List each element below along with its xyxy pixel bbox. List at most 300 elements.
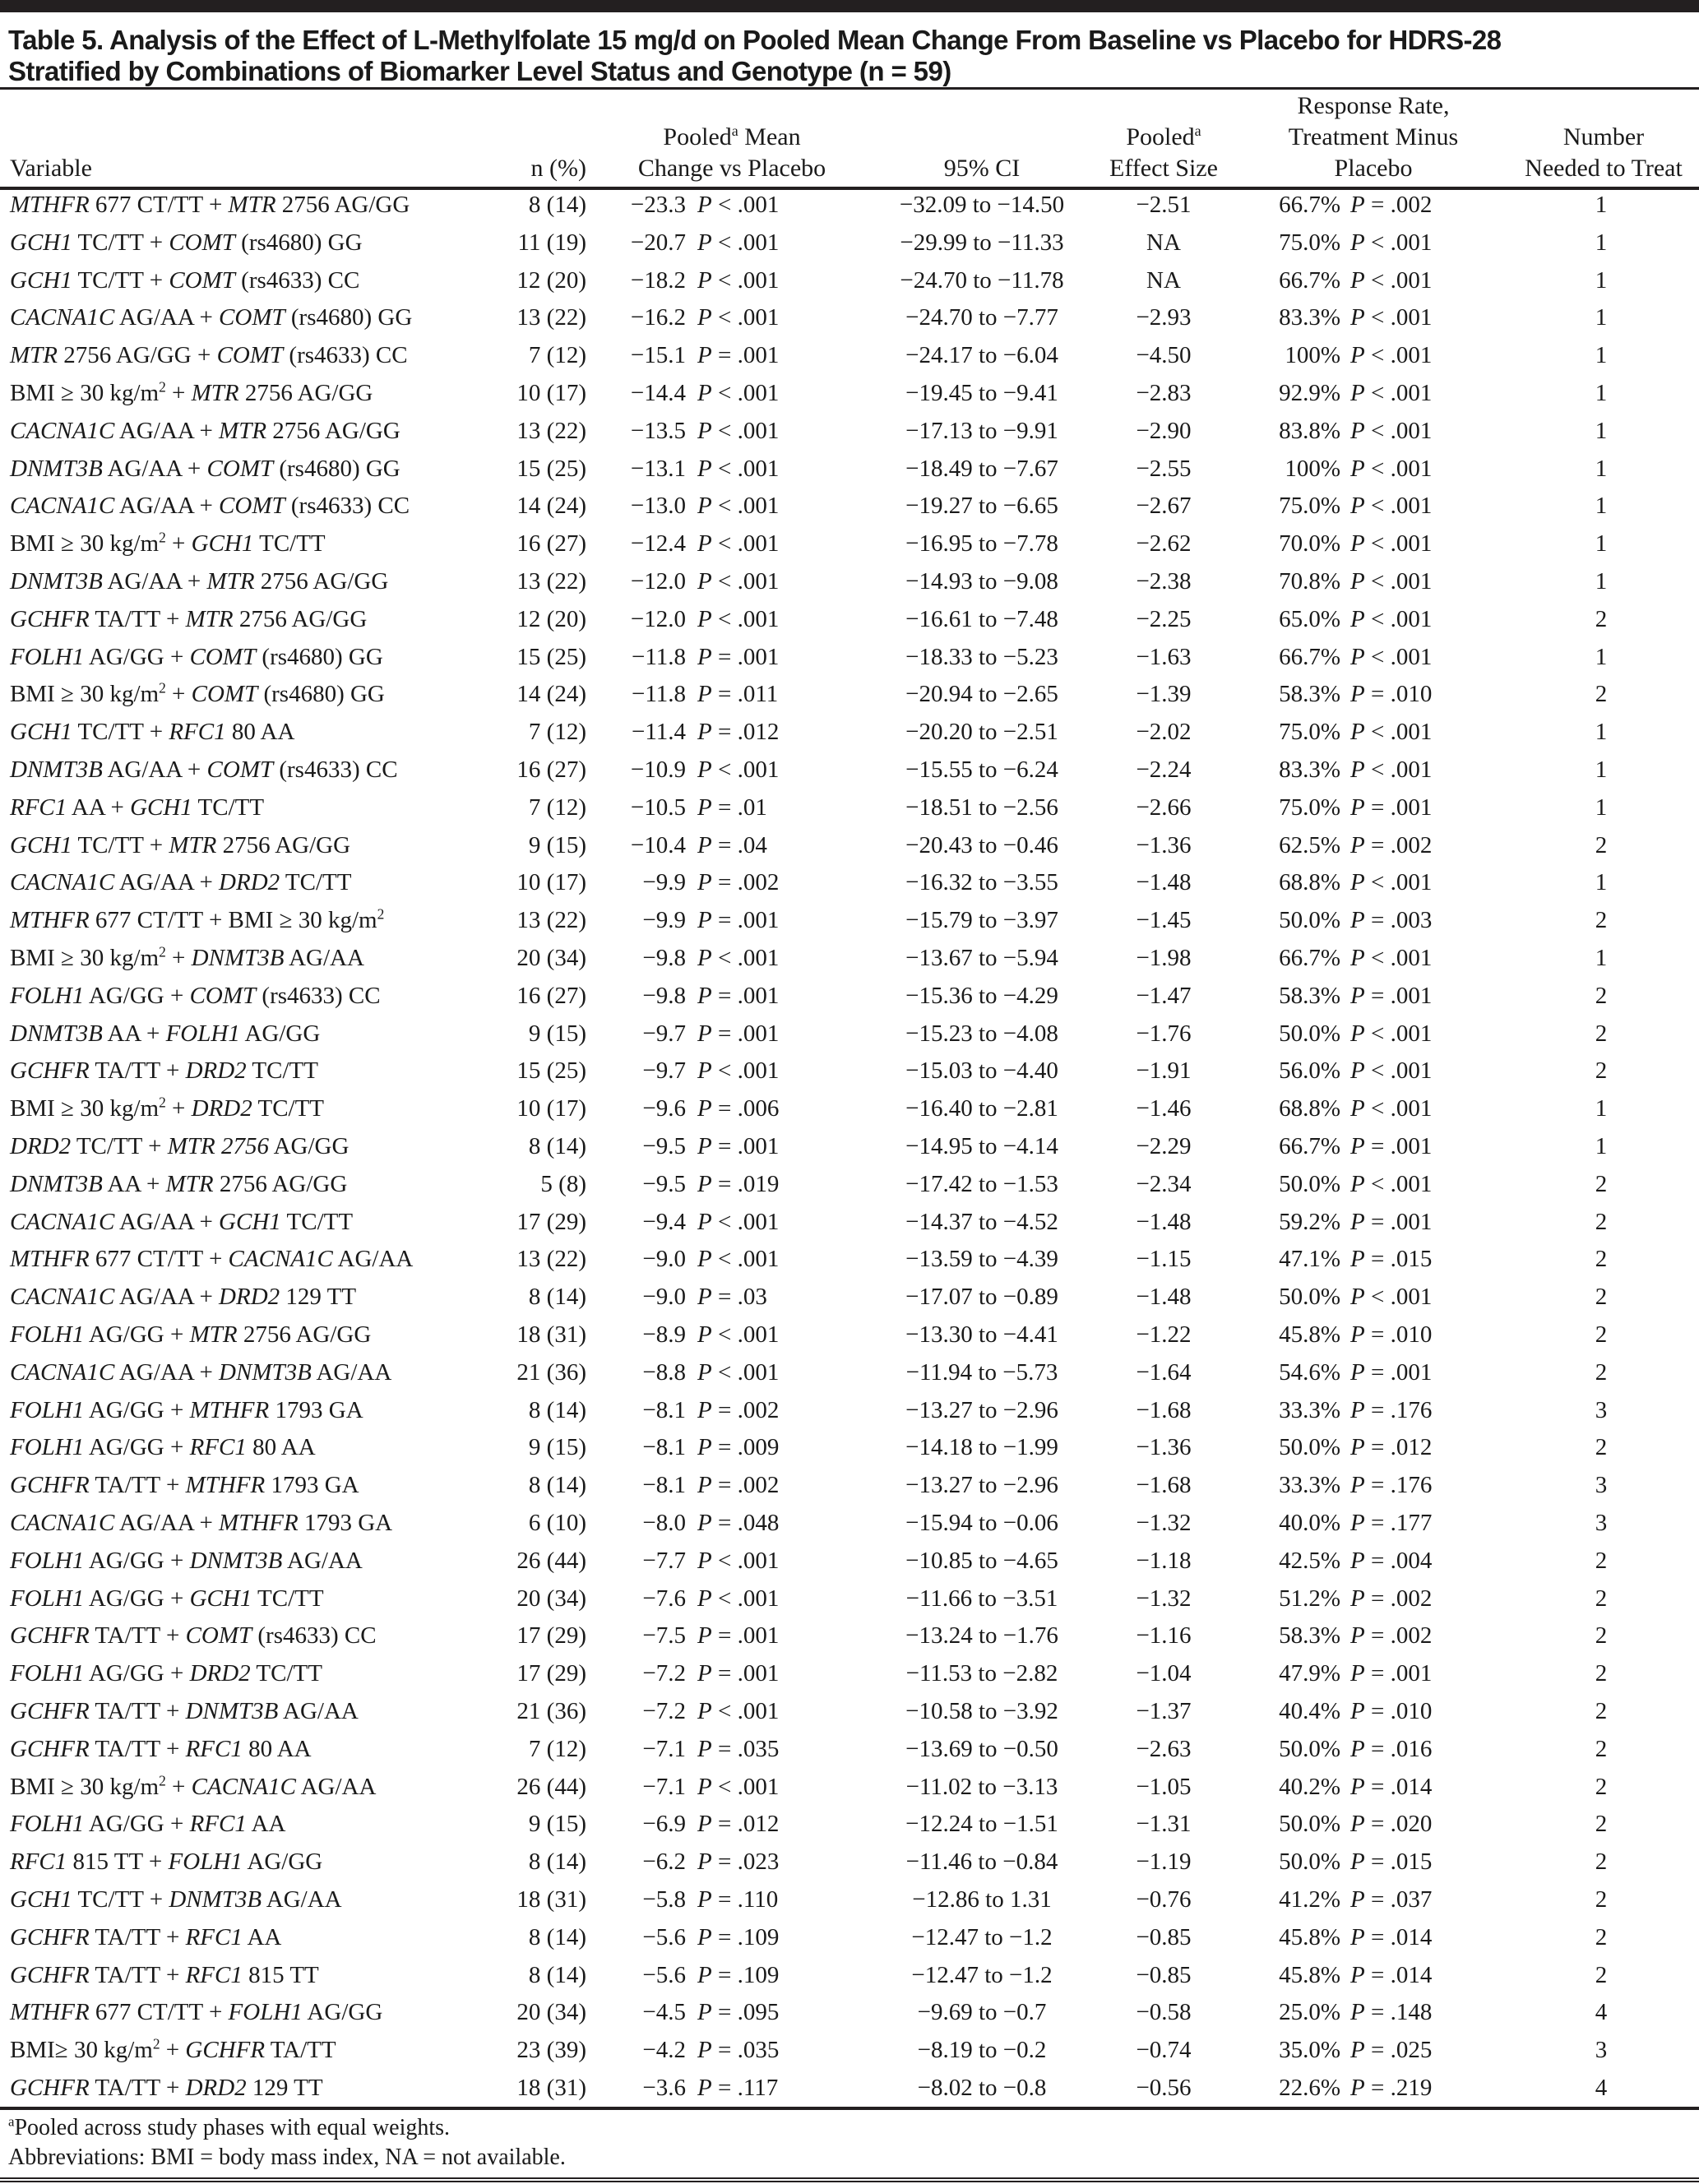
effect-size-cell: −0.58 [1136,1999,1192,2026]
variable-cell: GCH1 TC/TT + DNMT3B AG/AA [10,1886,342,1913]
variable-cell: GCHFR TA/TT + DRD2 129 TT [10,2075,323,2101]
ci-cell: −14.18 to −1.99 [905,1434,1058,1461]
n-cell: 17 (29) [516,1622,586,1650]
response-rate-cell: 83.3% [1279,304,1340,331]
table-row [0,1956,1699,1994]
mean-p-value-cell: P = .117 [697,2075,779,2101]
ci-cell: −13.27 to −2.96 [905,1472,1058,1499]
n-cell: 9 (15) [528,1020,586,1047]
table-row [0,374,1699,412]
table-row [0,789,1699,826]
table-row [0,1278,1699,1316]
nnt-cell: 2 [1595,1020,1608,1047]
table-row [0,1542,1699,1580]
mean-p-value-cell: P = .001 [697,1133,780,1159]
ci-cell: −15.94 to −0.06 [905,1510,1058,1536]
ci-cell: −11.66 to −3.51 [905,1585,1058,1612]
mean-p-value-cell: P = .002 [697,1396,780,1423]
effect-size-cell: −2.67 [1136,493,1192,520]
mean-change-cell: −9.8 [642,982,686,1009]
ci-cell: −18.49 to −7.67 [905,455,1058,482]
variable-cell: CACNA1C AG/AA + COMT (rs4680) GG [10,304,413,331]
effect-size-cell: −2.62 [1136,530,1192,558]
table-row [0,1692,1699,1730]
nnt-cell: 1 [1595,869,1608,896]
effect-size-cell: −1.16 [1136,1622,1192,1650]
n-cell: 8 (14) [528,1961,586,1988]
response-p-value-cell: P = .004 [1350,1547,1433,1574]
n-cell: 20 (34) [516,1999,586,2026]
variable-cell: DNMT3B AG/AA + MTR 2756 AG/GG [10,568,389,595]
nnt-cell: 2 [1595,1321,1608,1348]
effect-size-cell: −1.68 [1136,1472,1192,1499]
response-rate-cell: 41.2% [1279,1886,1340,1913]
response-p-value-cell: P = .020 [1350,1811,1433,1838]
effect-size-cell: −1.76 [1136,1020,1192,1047]
footnote-marker: a [8,2113,15,2130]
mean-change-cell: −9.7 [642,1020,686,1047]
mean-p-value-cell: P = .001 [697,342,780,369]
mean-change-cell: −9.5 [642,1170,686,1197]
variable-cell: GCHFR TA/TT + MTR 2756 AG/GG [10,605,368,632]
ci-cell: −12.47 to −1.2 [911,1961,1053,1988]
effect-size-cell: −1.36 [1136,1434,1192,1461]
response-p-value-cell: P < .001 [1350,1095,1433,1122]
effect-size-cell: −2.02 [1136,719,1192,746]
header-es-l1: Pooled [1126,123,1195,150]
header-mean-l1b: Mean [738,123,801,150]
nnt-cell: 1 [1595,229,1608,256]
effect-size-cell: −2.25 [1136,605,1192,632]
mean-change-cell: −6.2 [642,1849,686,1876]
mean-p-value-cell: P = .002 [697,1472,780,1499]
ci-cell: −14.37 to −4.52 [905,1208,1058,1235]
ci-cell: −20.43 to −0.46 [905,831,1058,858]
variable-cell: MTHFR 677 CT/TT + FOLH1 AG/GG [10,1999,383,2026]
nnt-cell: 1 [1595,304,1608,331]
header-nnt [1521,122,1686,184]
mean-change-cell: −4.5 [642,1999,686,2026]
ci-cell: −24.17 to −6.04 [905,342,1058,369]
response-rate-cell: 35.0% [1279,2037,1340,2064]
mean-p-value-cell: P = .109 [697,1961,780,1988]
table-row [0,1240,1699,1278]
n-cell: 8 (14) [528,1396,586,1423]
mean-p-value-cell: P = .109 [697,1923,780,1950]
nnt-cell: 1 [1595,455,1608,482]
mean-p-value-cell: P = .001 [697,1622,780,1650]
response-p-value-cell: P < .001 [1350,493,1433,520]
response-rate-cell: 50.0% [1279,907,1340,934]
mean-p-value-cell: P < .001 [697,1057,780,1085]
header-rr-l1: Response Rate, [1297,92,1450,119]
response-p-value-cell: P < .001 [1350,417,1433,444]
response-p-value-cell: P < .001 [1350,304,1433,331]
effect-size-cell: NA [1146,266,1181,294]
n-cell: 10 (17) [516,869,586,896]
effect-size-cell: −2.90 [1136,417,1192,444]
nnt-cell: 3 [1595,1472,1608,1499]
mean-change-cell: −7.6 [642,1585,686,1612]
variable-cell: GCH1 TC/TT + COMT (rs4633) CC [10,266,360,294]
response-rate-cell: 25.0% [1279,1999,1340,2026]
nnt-cell: 1 [1595,1095,1608,1122]
ci-cell: −18.33 to −5.23 [905,643,1058,670]
mean-change-cell: −8.9 [642,1321,686,1348]
response-rate-cell: 45.8% [1279,1321,1340,1348]
ci-cell: −17.13 to −9.91 [905,417,1058,444]
title-rule [0,87,1699,90]
response-rate-cell: 68.8% [1279,1095,1340,1122]
mean-change-cell: −12.0 [630,605,686,632]
n-cell: 21 (36) [516,1698,586,1724]
nnt-cell: 2 [1595,1208,1608,1235]
mean-change-cell: −23.3 [630,192,686,218]
nnt-cell: 1 [1595,530,1608,558]
n-cell: 14 (24) [516,681,586,708]
response-rate-cell: 45.8% [1279,1923,1340,1950]
effect-size-cell: −1.31 [1136,1811,1192,1838]
variable-cell: CACNA1C AG/AA + DRD2 129 TT [10,1284,357,1311]
table-row [0,562,1699,600]
response-rate-cell: 59.2% [1279,1208,1340,1235]
nnt-cell: 2 [1595,1057,1608,1085]
ci-cell: −12.86 to 1.31 [912,1886,1052,1913]
ci-cell: −10.58 to −3.92 [905,1698,1058,1724]
n-cell: 23 (39) [516,2037,586,2064]
mean-change-cell: −12.0 [630,568,686,595]
effect-size-cell: −2.24 [1136,757,1192,783]
header-es-l2: Effect Size [1109,155,1218,182]
response-p-value-cell: P = .001 [1350,794,1433,821]
response-p-value-cell: P < .001 [1350,643,1433,670]
response-rate-cell: 58.3% [1279,982,1340,1009]
response-rate-cell: 58.3% [1279,1622,1340,1650]
variable-cell: GCHFR TA/TT + MTHFR 1793 GA [10,1472,359,1499]
mean-p-value-cell: P < .001 [697,530,780,558]
response-rate-cell: 33.3% [1279,1472,1340,1499]
variable-cell: CACNA1C AG/AA + COMT (rs4633) CC [10,493,410,520]
mean-change-cell: −8.1 [642,1472,686,1499]
response-p-value-cell: P = .001 [1350,982,1433,1009]
nnt-cell: 2 [1595,681,1608,708]
mean-p-value-cell: P < .001 [697,1698,780,1724]
table-row [0,2031,1699,2069]
table-row [0,1504,1699,1542]
ci-cell: −12.47 to −1.2 [911,1923,1053,1950]
effect-size-cell: −0.76 [1136,1886,1192,1913]
response-rate-cell: 50.0% [1279,1020,1340,1047]
mean-change-cell: −8.1 [642,1396,686,1423]
response-p-value-cell: P = .015 [1350,1849,1433,1876]
n-cell: 16 (27) [516,982,586,1009]
response-rate-cell: 50.0% [1279,1284,1340,1311]
effect-size-cell: −2.93 [1136,304,1192,331]
mean-p-value-cell: P = .001 [697,1660,780,1687]
table-row [0,1127,1699,1165]
ci-cell: −20.94 to −2.65 [905,681,1058,708]
mean-change-cell: −9.9 [642,907,686,934]
ci-cell: −9.69 to −0.7 [917,1999,1047,2026]
table-row [0,261,1699,299]
nnt-cell: 1 [1595,757,1608,783]
response-p-value-cell: P = .002 [1350,1622,1433,1650]
variable-cell: CACNA1C AG/AA + DNMT3B AG/AA [10,1358,392,1386]
nnt-cell: 4 [1595,2075,1608,2101]
mean-change-cell: −7.2 [642,1660,686,1687]
effect-size-cell: −2.29 [1136,1133,1192,1159]
table-row [0,1617,1699,1654]
mean-p-value-cell: P < .001 [697,229,780,256]
ci-cell: −16.40 to −2.81 [905,1095,1058,1122]
mean-p-value-cell: P = .006 [697,1095,780,1122]
response-p-value-cell: P = .001 [1350,1133,1433,1159]
nnt-cell: 2 [1595,1622,1608,1650]
response-p-value-cell: P = .037 [1350,1886,1433,1913]
mean-p-value-cell: P = .001 [697,907,780,934]
nnt-cell: 2 [1595,982,1608,1009]
nnt-cell: 2 [1595,1961,1608,1988]
variable-cell: GCHFR TA/TT + RFC1 80 AA [10,1735,312,1762]
nnt-cell: 2 [1595,907,1608,934]
table-row [0,1580,1699,1617]
n-cell: 14 (24) [516,493,586,520]
response-rate-cell: 70.8% [1279,568,1340,595]
effect-size-cell: −1.68 [1136,1396,1192,1423]
variable-cell: BMI ≥ 30 $kg/m^2 + DRD2$ TC/TT [10,1094,325,1122]
variable-cell: BMI ≥ 30 $kg/m^2$ + MTR 2756 AG/GG [10,378,373,406]
effect-size-cell: −2.66 [1136,794,1192,821]
ci-cell: −13.30 to −4.41 [905,1321,1058,1348]
effect-size-cell: −1.32 [1136,1585,1192,1612]
mean-change-cell: −7.1 [642,1773,686,1800]
ci-cell: −19.45 to −9.41 [905,380,1058,406]
mean-change-cell: −7.7 [642,1547,686,1574]
table-row [0,1843,1699,1881]
nnt-cell: 1 [1595,342,1608,369]
n-cell: 16 (27) [516,757,586,783]
mean-change-cell: −20.7 [630,229,686,256]
response-p-value-cell: P = .014 [1350,1961,1433,1988]
nnt-cell: 1 [1595,643,1608,670]
variable-cell: MTHFR 677 CT/TT + BMI ≥ 30 $kg/m^2$ [10,905,385,934]
effect-size-cell: −1.04 [1136,1660,1192,1687]
header-mean-l1: Pooled [663,123,732,150]
effect-size-cell: −1.98 [1136,945,1192,971]
table-row [0,863,1699,901]
mean-p-value-cell: P = .023 [697,1849,780,1876]
n-cell: 10 (17) [516,380,586,406]
variable-cell: DRD2 TC/TT + MTR 2756 AG/GG [10,1133,350,1159]
effect-size-cell: −1.18 [1136,1547,1192,1574]
nnt-cell: 2 [1595,1284,1608,1311]
n-cell: 26 (44) [516,1773,586,1800]
table-row [0,1165,1699,1203]
table-row [0,1052,1699,1090]
ci-cell: −10.85 to −4.65 [905,1547,1058,1574]
response-rate-cell: 65.0% [1279,605,1340,632]
nnt-cell: 2 [1595,1170,1608,1197]
table-row [0,901,1699,939]
response-rate-cell: 83.3% [1279,757,1340,783]
n-cell: 15 (25) [516,643,586,670]
header-nnt-l2: Needed to Treat [1525,155,1683,182]
ci-cell: −11.94 to −5.73 [905,1358,1058,1386]
response-p-value-cell: P = .176 [1350,1396,1433,1423]
mean-change-cell: −7.2 [642,1698,686,1724]
table-title-line1: Table 5. Analysis of the Effect of L-Methylfolate 15 mg/d on Pooled Mean Change From Baseline vs Placebo for HDRS-28 [8,25,1502,55]
ci-cell: −15.55 to −6.24 [905,757,1058,783]
effect-size-cell: −1.37 [1136,1698,1192,1724]
response-p-value-cell: P = .177 [1350,1510,1433,1536]
variable-cell: FOLH1 AG/GG + GCH1 TC/TT [10,1585,324,1612]
table-row [0,525,1699,562]
table-row [0,939,1699,977]
nnt-cell: 2 [1595,831,1608,858]
variable-cell: MTR 2756 AG/GG + COMT (rs4633) CC [10,342,408,369]
response-rate-cell: 75.0% [1279,229,1340,256]
variable-cell: FOLH1 AG/GG + RFC1 AA [10,1811,286,1838]
n-cell: 7 (12) [528,342,586,369]
response-p-value-cell: P < .001 [1350,455,1433,482]
response-p-value-cell: P < .001 [1350,266,1433,294]
ci-cell: −8.02 to −0.8 [917,2075,1047,2101]
response-p-value-cell: P = .001 [1350,1660,1433,1687]
nnt-cell: 2 [1595,1246,1608,1273]
ci-cell: −15.23 to −4.08 [905,1020,1058,1047]
mean-change-cell: −10.9 [630,757,686,783]
table-row [0,1805,1699,1843]
mean-p-value-cell: P < .001 [697,380,780,406]
effect-size-cell: −1.47 [1136,982,1192,1009]
effect-size-cell: −1.19 [1136,1849,1192,1876]
mean-change-cell: −8.1 [642,1434,686,1461]
effect-size-cell: −1.91 [1136,1057,1192,1085]
table-row [0,1993,1699,2031]
variable-cell: GCH1 TC/TT + MTR 2756 AG/GG [10,831,351,858]
mean-change-cell: −15.1 [630,342,686,369]
header-n: n (%) [530,155,586,182]
variable-cell: FOLH1 AG/GG + DRD2 TC/TT [10,1660,322,1687]
footnote-marker: a [1194,123,1201,139]
n-cell: 18 (31) [516,1321,586,1348]
variable-cell: RFC1 AA + GCH1 TC/TT [10,794,265,821]
n-cell: 12 (20) [516,605,586,632]
variable-cell: CACNA1C AG/AA + DRD2 TC/TT [10,869,352,896]
variable-cell: BMI ≥ 30 $kg/m^2$ + DNMT3B AG/AA [10,943,364,971]
variable-cell: MTHFR 677 CT/TT + CACNA1C AG/AA [10,1246,414,1273]
effect-size-cell: −1.48 [1136,1208,1192,1235]
table-row [0,1881,1699,1918]
variable-cell: GCHFR TA/TT + RFC1 AA [10,1923,282,1950]
nnt-cell: 2 [1595,1660,1608,1687]
variable-cell: MTHFR 677 CT/TT + MTR 2756 AG/GG [10,192,410,218]
response-rate-cell: 75.0% [1279,794,1340,821]
table-row [0,1353,1699,1391]
ci-cell: −16.32 to −3.55 [905,869,1058,896]
variable-cell: GCHFR TA/TT + DRD2 TC/TT [10,1057,318,1085]
response-p-value-cell: P = .025 [1350,2037,1433,2064]
response-rate-cell: 75.0% [1279,719,1340,746]
response-rate-cell: 66.7% [1279,945,1340,971]
n-cell: 6 (10) [528,1510,586,1536]
variable-cell: DNMT3B AA + FOLH1 AG/GG [10,1020,321,1047]
ci-cell: −14.95 to −4.14 [905,1133,1058,1159]
response-p-value-cell: P = .001 [1350,1358,1433,1386]
response-rate-cell: 66.7% [1279,1133,1340,1159]
nnt-cell: 3 [1595,2037,1608,2064]
mean-change-cell: −10.4 [630,831,686,858]
response-rate-cell: 70.0% [1279,530,1340,558]
response-rate-cell: 33.3% [1279,1396,1340,1423]
header-response-rate [1258,90,1488,184]
n-cell: 8 (14) [528,1923,586,1950]
ci-cell: −20.20 to −2.51 [905,719,1058,746]
variable-cell: FOLH1 AG/GG + RFC1 80 AA [10,1434,316,1461]
n-cell: 5 (8) [540,1170,586,1197]
n-cell: 16 (27) [516,530,586,558]
response-rate-cell: 92.9% [1279,380,1340,406]
mean-change-cell: −8.8 [642,1358,686,1386]
response-p-value-cell: P = .219 [1350,2075,1433,2101]
response-rate-cell: 68.8% [1279,869,1340,896]
mean-p-value-cell: P < .001 [697,1585,780,1612]
mean-p-value-cell: P = .011 [697,681,779,708]
response-p-value-cell: P = .014 [1350,1773,1433,1800]
ci-cell: −8.19 to −0.2 [917,2037,1047,2064]
nnt-cell: 1 [1595,192,1608,218]
response-p-value-cell: P < .001 [1350,530,1433,558]
mean-p-value-cell: P = .009 [697,1434,780,1461]
effect-size-cell: −4.50 [1136,342,1192,369]
n-cell: 8 (14) [528,1849,586,1876]
mean-p-value-cell: P = .095 [697,1999,780,2026]
table-row [0,224,1699,261]
table-row [0,487,1699,525]
effect-size-cell: NA [1146,229,1181,256]
table-row [0,450,1699,488]
nnt-cell: 3 [1595,1396,1608,1423]
table-row [0,2069,1699,2107]
nnt-cell: 1 [1595,266,1608,294]
mean-change-cell: −11.8 [631,643,686,670]
mean-p-value-cell: P = .001 [697,643,780,670]
response-p-value-cell: P < .001 [1350,568,1433,595]
mean-change-cell: −3.6 [642,2075,686,2101]
effect-size-cell: −1.63 [1136,643,1192,670]
nnt-cell: 2 [1595,1811,1608,1838]
end-rule-1 [0,2177,1699,2179]
response-p-value-cell: P = .010 [1350,1698,1433,1724]
variable-cell: FOLH1 AG/GG + COMT (rs4633) CC [10,982,381,1009]
response-p-value-cell: P < .001 [1350,757,1433,783]
mean-p-value-cell: P < .001 [697,1547,780,1574]
mean-change-cell: −8.0 [642,1510,686,1536]
ci-cell: −11.53 to −2.82 [905,1660,1058,1687]
table-row [0,1768,1699,1806]
table-row [0,1090,1699,1127]
mean-change-cell: −5.8 [642,1886,686,1913]
table-row [0,826,1699,864]
mean-p-value-cell: P < .001 [697,1321,780,1348]
effect-size-cell: −2.83 [1136,380,1192,406]
bottom-rule [0,2107,1699,2110]
table-row [0,1654,1699,1692]
ci-cell: −15.03 to −4.40 [905,1057,1058,1085]
n-cell: 7 (12) [528,719,586,746]
effect-size-cell: −1.48 [1136,1284,1192,1311]
response-rate-cell: 62.5% [1279,831,1340,858]
